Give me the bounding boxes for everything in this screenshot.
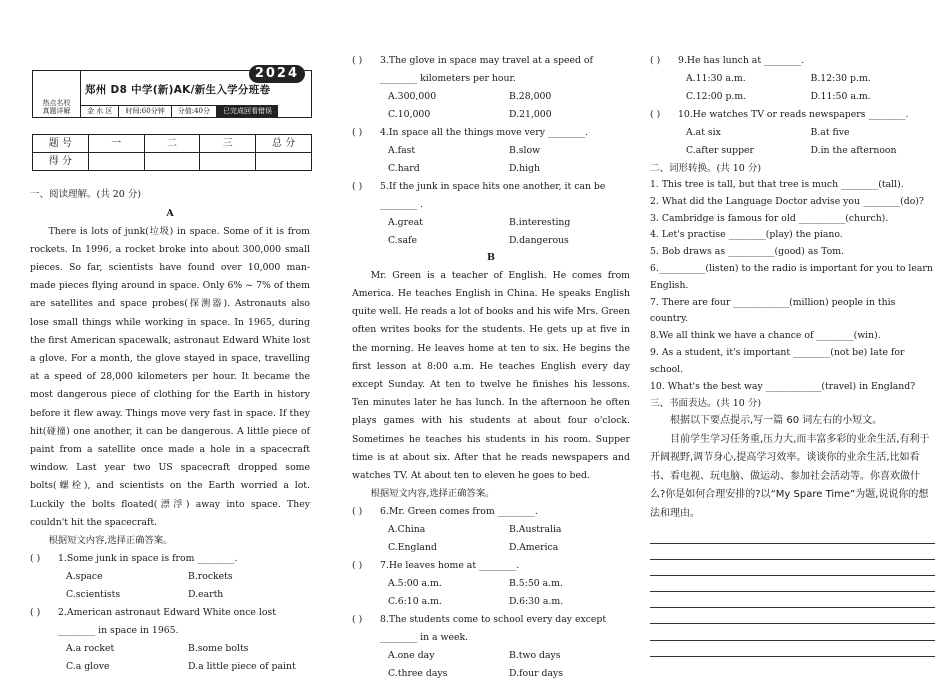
option: A.11:30 a.m. — [686, 73, 746, 84]
question-text: 6.Mr. Green comes from ________. — [380, 506, 538, 518]
word-form-item: 2. What did the Language Doctor advise you ________(do)? — [650, 195, 924, 207]
option: B.rockets — [188, 571, 233, 583]
option: D.earth — [188, 589, 224, 601]
column-left — [30, 0, 310, 672]
answer-blank[interactable]: ( ) — [650, 109, 661, 120]
question-8 — [352, 611, 630, 683]
writing-prompt: 目前学生学习任务重,压力大,而丰富多彩的业余生活,有利于开阔视野,调节身心,提高学习效率。谈谈你的业余生活,比如看书、看电视、玩电脑、做运动、参加社会活动等。你喜欢做什么?你是如何合理安排的?以“My Spare Time”为题,说说你的想法和理由。 — [650, 433, 930, 519]
option: A.at six — [686, 127, 721, 138]
passage-a-label: A — [166, 207, 174, 219]
writing-line[interactable] — [650, 544, 935, 560]
question-5 — [352, 178, 630, 250]
question-2 — [30, 604, 310, 676]
option: B.slow — [509, 145, 541, 156]
option: B.5:50 a.m. — [509, 578, 563, 590]
header-badge: 热点名校 真题详解 — [33, 71, 81, 117]
answer-blank[interactable]: ( ) — [352, 560, 363, 572]
option: C.after supper — [686, 145, 754, 156]
passage-b-label: B — [486, 252, 496, 263]
question-3 — [352, 52, 630, 124]
word-form-list — [650, 177, 935, 395]
option: D.a little piece of paint — [188, 661, 296, 673]
option: C.safe — [388, 235, 417, 246]
column-right — [650, 0, 935, 672]
exam-year: 2024 — [249, 65, 305, 83]
writing-line[interactable] — [650, 641, 935, 657]
question-10 — [650, 106, 935, 160]
option: C.10,000 — [388, 109, 431, 120]
option: A.great — [388, 217, 423, 228]
score-header: 二 — [144, 135, 200, 153]
option: D.four days — [509, 668, 564, 680]
option: C.scientists — [66, 589, 121, 601]
writing-line[interactable] — [650, 527, 935, 543]
option: B.Australia — [509, 524, 562, 536]
question-text: 4.In space all the things move very ________. — [380, 127, 589, 138]
option: C.three days — [388, 668, 448, 680]
answer-blank[interactable]: ( ) — [352, 55, 363, 66]
question-text: 5.If the junk in space hits one another, it can be ________ . — [380, 181, 606, 210]
answer-blank[interactable]: ( ) — [352, 181, 363, 192]
part1-title: 一、阅读理解。(共 20 分) — [30, 189, 142, 200]
option: C.6:10 a.m. — [388, 596, 442, 608]
question-6 — [352, 503, 630, 557]
writing-line[interactable] — [650, 560, 935, 576]
question-text: 2.American astronaut Edward White once lost ________ in space in 1965. — [58, 607, 276, 637]
question-4 — [352, 124, 630, 178]
writing-line[interactable] — [650, 624, 935, 640]
writing-line[interactable] — [650, 592, 935, 608]
part3-title: 三、书面表达。(共 10 分) — [650, 398, 762, 410]
score-header: 一 — [88, 135, 144, 153]
option: B.some bolts — [188, 643, 249, 655]
option: A.China — [388, 524, 426, 536]
option: A.5:00 a.m. — [388, 578, 442, 590]
answer-blank[interactable]: ( ) — [352, 506, 363, 518]
exam-status: 已完成回看错误 — [217, 105, 278, 117]
option: D.dangerous — [509, 235, 569, 246]
score-cell[interactable] — [144, 153, 200, 171]
writing-instruction: 根据以下要点提示,写一篇 60 词左右的小短文。 — [670, 415, 883, 427]
question-1 — [30, 550, 310, 604]
exam-title: 郑州 D8 中学(新)AK/新生入学分班卷 — [85, 84, 271, 96]
word-form-item: 9. As a student, it's important ________(not be) late for school. — [650, 346, 905, 375]
option: D.in the afternoon — [810, 145, 897, 156]
exam-header — [32, 66, 312, 118]
instruction-a: 根据短文内容,选择正确答案。 — [48, 535, 173, 547]
question-text: 9.He has lunch at ________. — [678, 55, 805, 66]
score-row-label: 得 分 — [33, 153, 89, 171]
option: A.space — [66, 571, 103, 583]
option: B.28,000 — [509, 91, 552, 102]
option: C.a glove — [66, 661, 110, 673]
option: B.at five — [810, 127, 850, 138]
answer-blank[interactable]: ( ) — [352, 614, 363, 626]
score-cell[interactable] — [200, 153, 256, 171]
exam-info-bar — [81, 105, 311, 117]
word-form-item: 10. What's the best way ____________(travel) in England? — [650, 380, 916, 392]
question-text: 10.He watches TV or reads newspapers ________. — [678, 109, 909, 120]
passage-a: There is lots of junk(垃圾) in space. Some of it is from rockets. In 1996, a rocket broke into about 300,000 small pieces. So far, scientists have found over 10,000 man-made pieces flying around in space. Only 6% ~ 7% of them are satellites and space probes(探测器). Astronauts also lose small things while working in space. In 1965, during the first American spacewalk, astronaut Edward White lost a glove. For a month, the glove stayed in space, travelling at a speed of 28,000 kilometers per hour. It became the most dangerous piece of clothing for the Earth in history before it flew away. Things move very fast in space. If they hit(碰撞) one another, it can be dangerous. A little piece of paint from a satellite once made a hole in a spacecraft window. Last year two US spacecraft dropped some bolts(螺栓), and scientists on the Earth worried a lot. Luckily the bolts floated(漂浮) away into space. They couldn't hit the spacecraft. — [30, 225, 310, 528]
option: D.6:30 a.m. — [509, 596, 564, 608]
option: A.a rocket — [66, 643, 115, 655]
column-middle — [352, 0, 630, 680]
writing-line[interactable] — [650, 608, 935, 624]
score-header: 三 — [200, 135, 256, 153]
answer-blank[interactable]: ( ) — [352, 127, 363, 138]
option: B.interesting — [509, 217, 571, 228]
word-form-item: 6.__________(listen) to the radio is important for you to learn English. — [650, 262, 933, 291]
option: C.England — [388, 542, 437, 554]
question-7 — [352, 557, 630, 611]
part2-title: 二、词形转换。(共 10 分) — [650, 163, 762, 174]
word-form-item: 7. There are four ____________(million) people in this country. — [650, 296, 896, 325]
question-text: 1.Some junk in space is from ________. — [58, 553, 238, 565]
score-cell[interactable] — [256, 153, 312, 171]
option: A.fast — [388, 145, 416, 156]
option: D.high — [509, 163, 540, 174]
exam-time: 时间:60分钟 — [119, 105, 171, 117]
option: C.hard — [388, 163, 420, 174]
passage-b: Mr. Green is a teacher of English. He comes from America. He teaches English in China. He speaks English quite well. He reads a lot of books and his wife Mrs. Green often writes books for the students. He gets up at five in the morning. He leaves home at ten to six. He begins the first lesson at 8:00 a.m. He teaches English every day except Sunday. At ten to twelve he finishes his lessons. Ten minutes later he has lunch. In the afternoon he often plays games with his students at about four o'clock. Sometimes he teaches his students in his room. Supper time is at about six. After that he reads newspapers and watches TV. At about ten to eleven he goes to bed. — [352, 269, 630, 482]
writing-area[interactable] — [650, 527, 935, 657]
word-form-item: 8.We all think we have a chance of ________(win). — [650, 330, 881, 342]
option: C.12:00 p.m. — [686, 91, 747, 102]
option: D.America — [509, 542, 559, 554]
score-cell[interactable] — [88, 153, 144, 171]
word-form-item: 4. Let's practise ________(play) the piano. — [650, 229, 843, 241]
score-header: 总 分 — [256, 135, 312, 153]
exam-score-total: 分值:40分 — [172, 105, 217, 117]
answer-blank[interactable]: ( ) — [650, 55, 661, 66]
option: B.two days — [509, 650, 561, 662]
option: B.12:30 p.m. — [810, 73, 871, 84]
score-header: 题 号 — [33, 135, 89, 153]
option: D.11:50 a.m. — [810, 91, 871, 102]
instruction-b: 根据短文内容,选择正确答案。 — [370, 488, 495, 500]
option: A.300,000 — [388, 91, 437, 102]
question-9 — [650, 52, 935, 106]
exam-district: 金 水 区 — [81, 105, 119, 117]
word-form-item: 3. Cambridge is famous for old __________(church). — [650, 212, 889, 224]
writing-line[interactable] — [650, 576, 935, 592]
option: D.21,000 — [509, 109, 552, 120]
question-text: 8.The students come to school every day except ________ in a week. — [380, 614, 607, 644]
word-form-item: 5. Bob draws as __________(good) as Tom. — [650, 246, 844, 258]
option: A.one day — [388, 650, 435, 662]
answer-blank[interactable]: ( ) — [30, 553, 41, 565]
answer-blank[interactable]: ( ) — [30, 607, 41, 619]
question-text: 3.The glove in space may travel at a speed of ________ kilometers per hour. — [380, 55, 593, 84]
word-form-item: 1. This tree is tall, but that tree is much ________(tall). — [650, 179, 904, 190]
score-table — [32, 134, 312, 171]
question-text: 7.He leaves home at ________. — [380, 560, 520, 572]
